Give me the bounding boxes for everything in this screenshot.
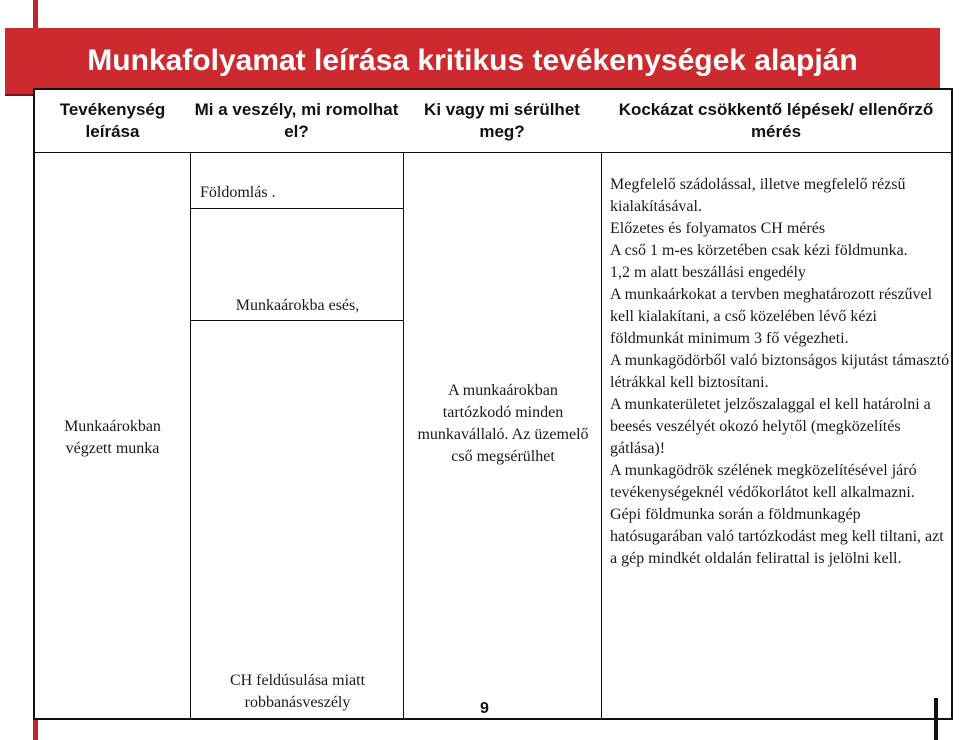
header-hazard: Mi a veszély, mi romolhat el? — [194, 100, 399, 141]
hazard-divider-1 — [190, 208, 403, 209]
slide-title: Munkafolyamat leírása kritikus tevékenységek alapján — [87, 44, 858, 77]
measure-item: 1,2 m alatt beszállási engedély — [610, 264, 806, 281]
header-affected: Ki vagy mi sérülhet meg? — [424, 100, 580, 141]
measure-item: A munkagödrök szélének megközelítésével járó tevékenységeknél védőkorlátot kell alkalmazni. — [610, 462, 917, 501]
header-divider — [35, 152, 951, 153]
hazard-cave-in: Földomlás . — [200, 184, 276, 201]
header-measures: Kockázat csökkentő lépések/ ellenőrző mérés — [618, 100, 934, 141]
measure-item: A munkagödörből való biztonságos kijutást támasztó létrákkal kell biztosítani. — [610, 352, 950, 391]
hazard-divider-2 — [190, 320, 403, 321]
right-edge-marker — [934, 698, 938, 740]
measures-cell — [610, 174, 950, 570]
column-divider-3 — [601, 152, 602, 718]
column-divider-2 — [403, 152, 404, 718]
measure-item: Megfelelő szádolással, illetve megfelelő rézsű kialakításával. — [610, 176, 906, 215]
hazard-explosion: CH feldúsulása miatt robbanásveszély — [229, 672, 366, 711]
page-number: 9 — [480, 700, 489, 717]
measure-item: Gépi földmunka során a földmunkagép hatósugarában való tartózkodást meg kell tiltani, azt a gép mindkét oldalán felirattal is jelölni kell. — [610, 506, 944, 567]
measure-item: A munkaterületet jelzőszalaggal el kell határolni a beesés veszélyét okozó helytől (megközelítés gátlása)! — [610, 396, 931, 457]
column-divider-1 — [190, 152, 191, 718]
affected-cell: A munkaárokban tartózkodó minden munkavállaló. Az üzemelő cső megsérülhet — [417, 382, 589, 465]
hazard-fall-into-trench: Munkaárokba esés, — [235, 297, 360, 314]
risk-table — [33, 88, 953, 720]
measure-item: Előzetes és folyamatos CH mérés — [610, 220, 826, 237]
header-activity: Tevékenység leírása — [59, 100, 166, 141]
measure-item: A cső 1 m-es körzetében csak kézi földmunka. — [610, 242, 908, 259]
activity-cell: Munkaárokban végzett munka — [64, 418, 161, 457]
measure-item: A munkaárkokat a tervben meghatározott részűvel kell kialakítani, a cső közelében lévő kézi földmunkát minimum 3 fő végezheti. — [610, 286, 933, 347]
